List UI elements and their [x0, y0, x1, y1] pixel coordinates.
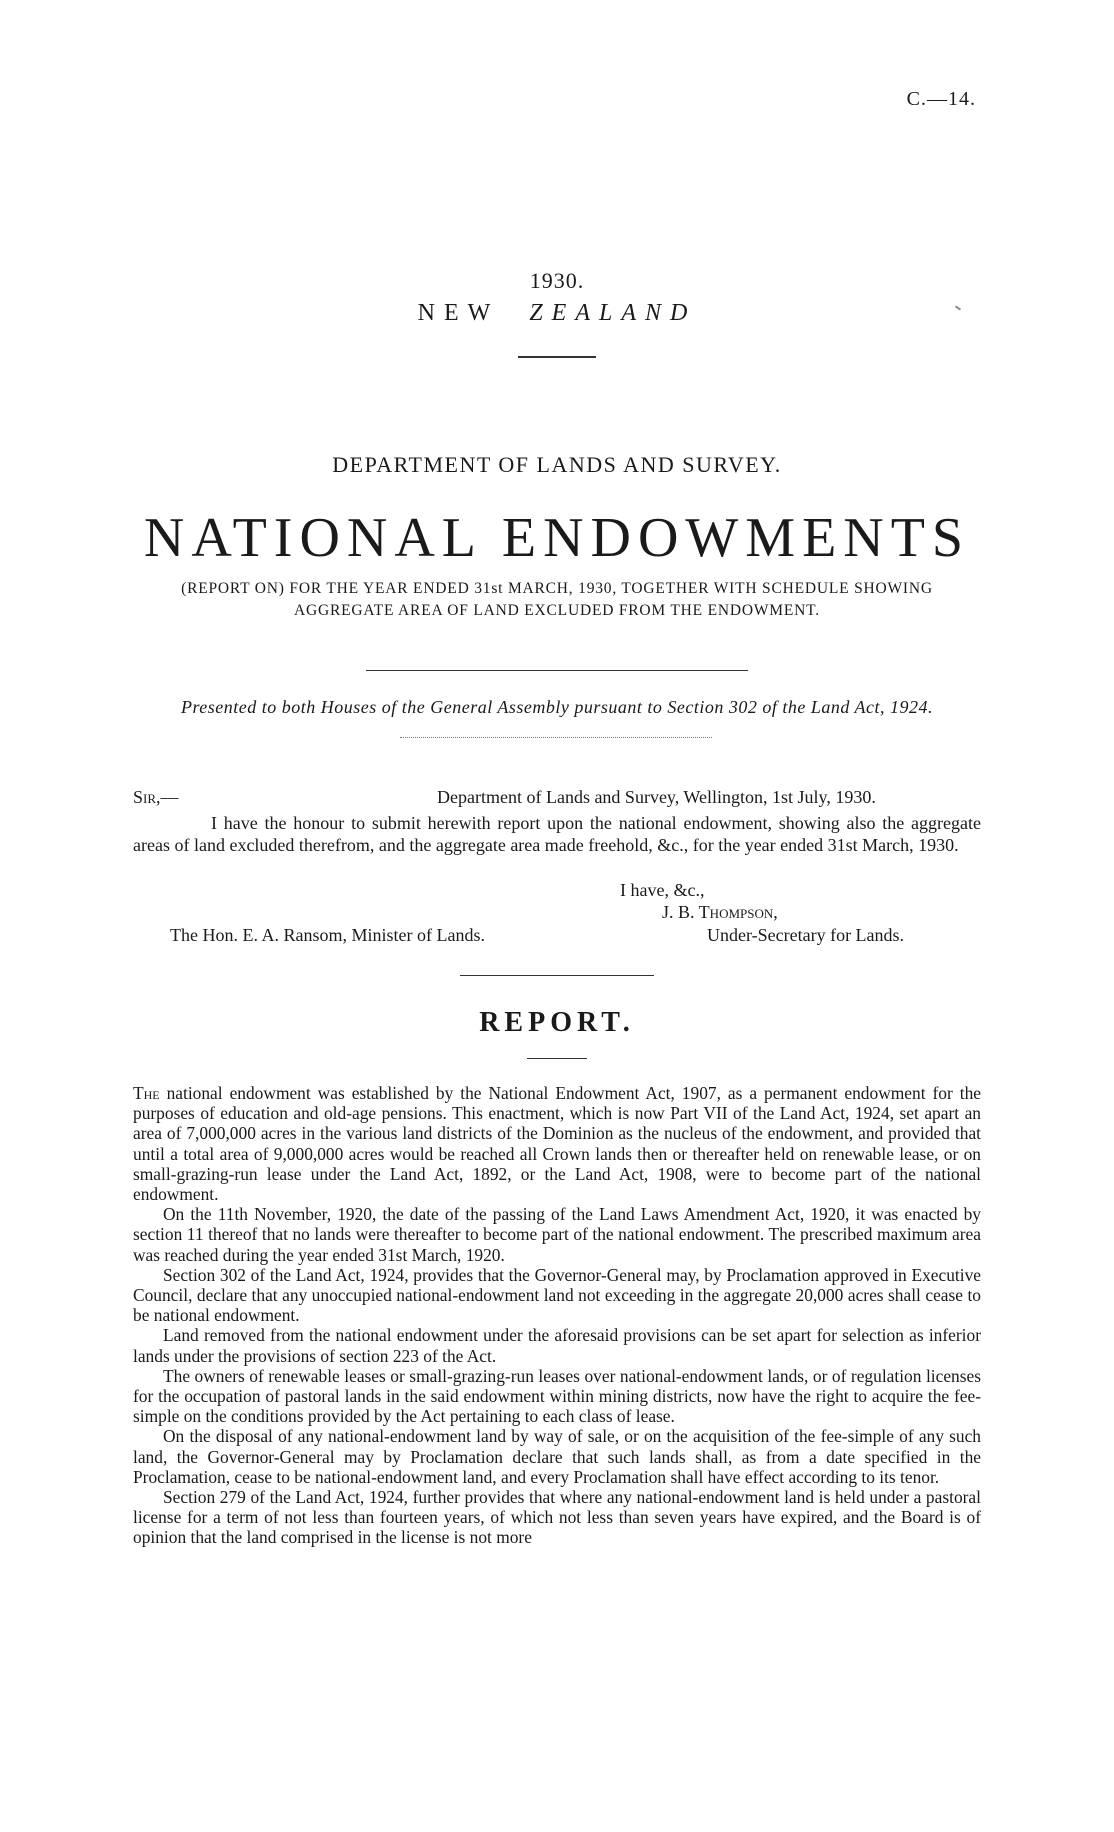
- subtitle-line-1: (REPORT ON) FOR THE YEAR ENDED 31st MARCH, 1930, TOGETHER WITH SCHEDULE SHOWING: [181, 580, 933, 597]
- report-paragraph: Section 302 of the Land Act, 1924, provides that the Governor-General may, by Proclamation approved in Executive Council, declare that any unoccupied national-endowment land not exceeding in the aggregate 20,000 acres shall cease to be national endowment.: [133, 1264, 981, 1326]
- country-heading: [0, 300, 1114, 327]
- letter-signer: J. B. Thompson,: [662, 902, 778, 922]
- divider-rule: [460, 975, 654, 976]
- main-title: NATIONAL ENDOWMENTS: [143, 507, 971, 569]
- country-word-zealand: ZEALAND: [529, 300, 697, 326]
- report-paragraph: Land removed from the national endowment under the aforesaid provisions can be set apart for selection as inferior lands under the provisions of section 223 of the Act.: [133, 1325, 981, 1366]
- department-heading: DEPARTMENT OF LANDS AND SURVEY.: [332, 452, 782, 477]
- report-body: [133, 1083, 981, 1548]
- divider-rule-dotted: [400, 737, 712, 738]
- letter-address-date: Department of Lands and Survey, Wellington, 1st July, 1930.: [437, 787, 876, 807]
- report-paragraph: On the 11th November, 1920, the date of the passing of the Land Laws Amendment Act, 1920, it was enacted by section 11 thereof that no lands were thereafter to become part of the national endowment. The prescribed maximum area was reached during the year ended 31st March, 1920.: [133, 1204, 981, 1265]
- letter-signer-title: Under-Secretary for Lands.: [707, 925, 905, 945]
- report-heading: REPORT.: [479, 1007, 635, 1038]
- letter-closing: I have, &c.,: [620, 880, 705, 900]
- divider-rule: [366, 670, 748, 671]
- presented-note: Presented to both Houses of the General Assembly pursuant to Section 302 of the Land Act, 1924.: [180, 697, 934, 717]
- letter-addressee: The Hon. E. A. Ransom, Minister of Lands.: [170, 925, 485, 945]
- divider-rule: [518, 356, 596, 358]
- report-paragraph: Section 279 of the Land Act, 1924, further provides that where any national-endowment land is held under a pastoral license for a term of not less than fourteen years, of which not less than seven years have expired, and the Board is of opinion that the land comprised in the license is not more: [133, 1487, 981, 1548]
- divider-rule: [527, 1058, 587, 1059]
- subtitle: [130, 578, 984, 622]
- document-year: 1930.: [529, 268, 585, 293]
- subtitle-line-2: AGGREGATE AREA OF LAND EXCLUDED FROM THE ENDOWMENT.: [294, 602, 820, 619]
- country-word-new: NEW: [417, 300, 500, 326]
- letter-body: I have the honour to submit herewith report upon the national endowment, showing also the aggregate areas of land excluded therefrom, and the aggregate area made freehold, &c., for the year ended 31st March, 1930.: [133, 813, 981, 855]
- page-reference: C.—14.: [906, 88, 976, 110]
- report-paragraph: The owners of renewable leases or small-grazing-run leases over national-endowment lands, or of regulation licenses for the occupation of pastoral lands in the said endowment within mining districts, now have the right to acquire the fee-simple on the conditions provided by the Act pertaining to each class of lease.: [133, 1365, 981, 1427]
- letter-salutation: Sir,—: [133, 787, 179, 807]
- report-paragraph: On the disposal of any national-endowment land by way of sale, or on the acquisition of the fee-simple of any such land, the Governor-General may by Proclamation declare that such lands shall, as from a date specified in the Proclamation, cease to be national-endowment land, and every Proclamation shall have effect according to its tenor.: [133, 1426, 981, 1487]
- report-paragraph: The national endowment was established by the National Endowment Act, 1907, as a permanent endowment for the purposes of education and old-age pensions. This enactment, which is now Part VII of the Land Act, 1924, set apart an area of 7,000,000 acres in the various land districts of the Dominion as the nucleus of the endowment, and provided that until a total area of 9,000,000 acres would be reached all Crown lands then or thereafter held on renewable lease, or on small-grazing-run lease under the Land Act, 1892, or the Land Act, 1908, were to become part of the national endowment.: [133, 1083, 981, 1205]
